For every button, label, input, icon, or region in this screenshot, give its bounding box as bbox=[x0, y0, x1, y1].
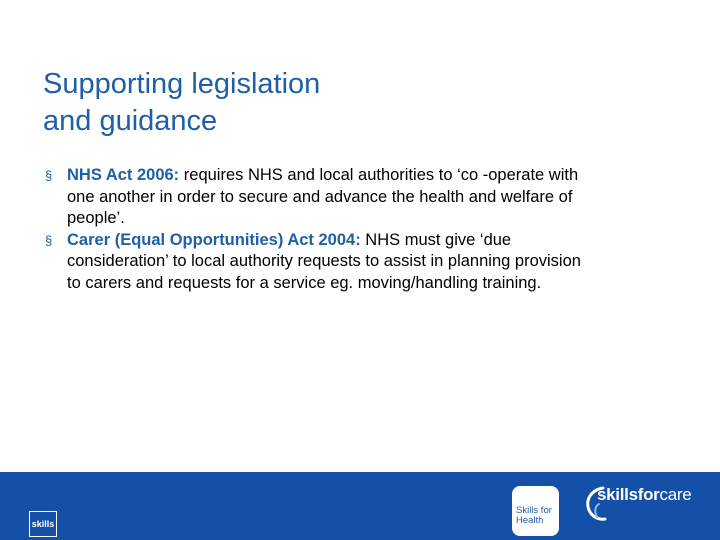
bullet-marker: § bbox=[45, 168, 53, 183]
skills-for-health-logo bbox=[512, 486, 559, 536]
bullet-item-carer-act bbox=[45, 230, 585, 295]
sfh-logo-line-1: Skills for bbox=[516, 505, 552, 516]
skills-small-logo-text: skills bbox=[31, 519, 55, 529]
sfc-logo-care: care bbox=[659, 485, 692, 504]
bullet-list bbox=[45, 165, 585, 294]
bullet-heading: NHS Act 2006: bbox=[67, 166, 180, 184]
sfc-logo-skills: skills bbox=[597, 485, 638, 504]
skills-for-care-logo bbox=[597, 485, 691, 505]
bullet-heading: Carer (Equal Opportunities) Act 2004: bbox=[67, 230, 361, 249]
slide-title bbox=[43, 66, 603, 140]
bullet-text: requires NHS and local authorities to ‘co -operate with one another in order to secure and advance the health and welfare of people’. bbox=[67, 166, 579, 227]
bullet-item-nhs-act bbox=[45, 165, 585, 230]
skills-small-logo bbox=[29, 511, 57, 537]
bullet-marker: § bbox=[45, 232, 53, 248]
slide-title-line-2: and guidance bbox=[43, 105, 218, 137]
slide-title-line-1: Supporting legislation bbox=[43, 68, 321, 100]
sfh-logo-line-2: Health bbox=[516, 515, 544, 526]
sfc-logo-for: for bbox=[637, 485, 660, 504]
bullet-text: NHS must give ‘due consideration’ to local authority requests to assist in planning provision to carers and requests for a service eg. moving/handling training. bbox=[67, 230, 581, 292]
